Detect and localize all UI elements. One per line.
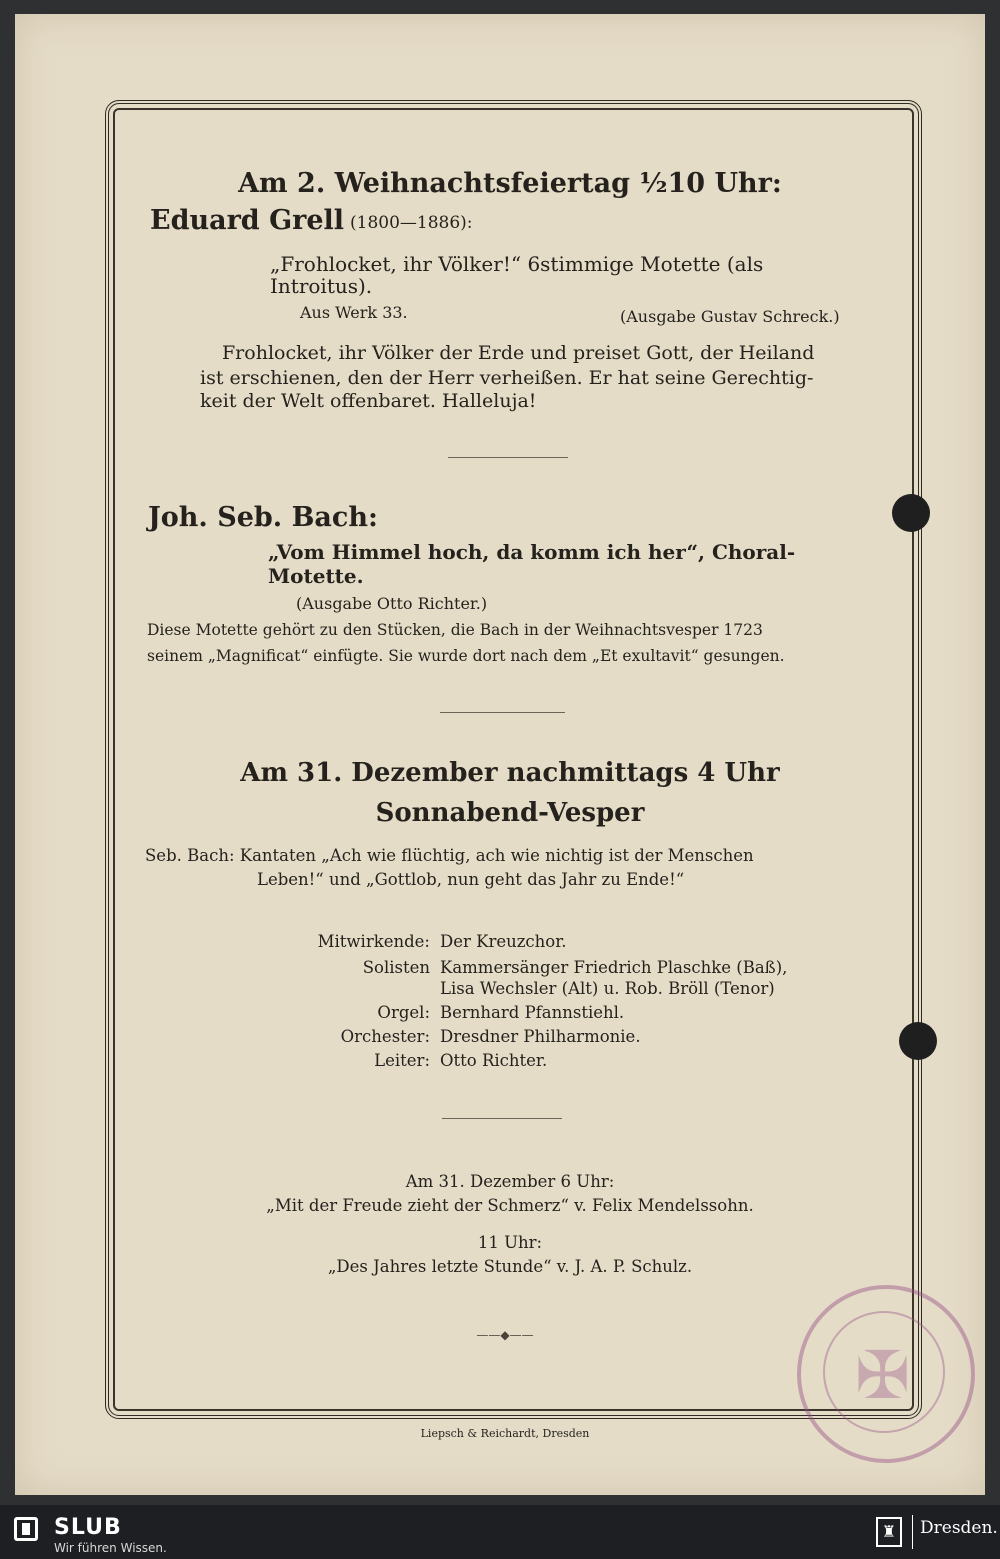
- section3-program-line: Seb. Bach: Kantaten „Ach wie flüchtig, ach wie nichtig ist der Menschen: [145, 846, 754, 865]
- slub-brand[interactable]: SLUB: [54, 1515, 122, 1540]
- section2-note-line: Diese Motette gehört zu den Stücken, die Bach in der Weihnachtsvesper 1723: [147, 621, 763, 639]
- evening-piece: „Mit der Freude zieht der Schmerz“ v. Felix Mendelssohn.: [266, 1196, 754, 1215]
- section1-composer-dates: (1800—1886):: [350, 213, 473, 233]
- section1-heading: Am 2. Weihnachtsfeiertag ½10 Uhr:: [238, 168, 782, 199]
- closing-ornament: ——◆——: [476, 1328, 534, 1342]
- viewer-footer-bar: [0, 1505, 1000, 1559]
- section2-note-line: seinem „Magnificat“ einfügte. Sie wurde dort nach dem „Et exultavit“ gesungen.: [147, 647, 785, 665]
- section3-heading: Am 31. Dezember nachmittags 4 Uhr: [240, 758, 780, 788]
- dresden-crest-icon[interactable]: ♜: [876, 1517, 902, 1547]
- performer-role: Solisten: [362, 958, 430, 977]
- section2-edition: (Ausgabe Otto Richter.): [296, 594, 488, 613]
- section3-subheading: Sonnabend-Vesper: [375, 798, 645, 828]
- section1-work-line: „Frohlocket, ihr Völker!“ 6stimmige Motette (als: [270, 252, 764, 276]
- slub-tagline: Wir führen Wissen.: [54, 1541, 167, 1555]
- evening-time: 11 Uhr:: [477, 1233, 543, 1252]
- performer-name: Lisa Wechsler (Alt) u. Rob. Bröll (Tenor): [440, 979, 775, 998]
- slub-logo-icon[interactable]: [14, 1517, 38, 1541]
- evening-piece: „Des Jahres letzte Stunde“ v. J. A. P. Schulz.: [327, 1257, 693, 1276]
- punch-hole: [899, 1022, 937, 1060]
- footer-divider: [912, 1515, 913, 1549]
- performer-role: Orchester:: [340, 1027, 430, 1046]
- section1-edition: (Ausgabe Gustav Schreck.): [620, 307, 840, 326]
- section2-work-line: „Vom Himmel hoch, da komm ich her“, Choral-: [268, 540, 796, 564]
- performer-role: Mitwirkende:: [317, 932, 430, 951]
- library-stamp: ✠: [797, 1285, 975, 1463]
- dresden-brand[interactable]: Dresden.: [920, 1518, 998, 1538]
- section1-opus: Aus Werk 33.: [300, 303, 408, 322]
- punch-hole: [892, 494, 930, 532]
- performer-name: Der Kreuzchor.: [440, 932, 567, 951]
- performer-name: Bernhard Pfannstiehl.: [440, 1003, 625, 1022]
- section1-text-line: Frohlocket, ihr Völker der Erde und preiset Gott, der Heiland: [222, 342, 815, 364]
- section-divider: [448, 457, 568, 458]
- section1-composer: Eduard Grell: [150, 205, 345, 236]
- performer-name: Dresdner Philharmonie.: [440, 1027, 641, 1046]
- performer-name: Otto Richter.: [440, 1051, 548, 1070]
- printer-credit: Liepsch & Reichardt, Dresden: [420, 1427, 590, 1440]
- section1-work-line: Introitus).: [270, 274, 373, 298]
- section2-composer: Joh. Seb. Bach:: [148, 502, 378, 533]
- section1-text-line: keit der Welt offenbaret. Halleluja!: [200, 390, 537, 412]
- performer-role: Orgel:: [377, 1003, 430, 1022]
- section3-program-line: Leben!“ und „Gottlob, nun geht das Jahr zu Ende!“: [257, 870, 685, 889]
- section2-work-line: Motette.: [268, 564, 364, 588]
- performer-name: Kammersänger Friedrich Plaschke (Baß),: [440, 958, 788, 977]
- performer-role: Leiter:: [374, 1051, 430, 1070]
- evening-time: Am 31. Dezember 6 Uhr:: [405, 1172, 615, 1191]
- section-divider: [442, 1118, 562, 1119]
- section-divider: [440, 712, 565, 713]
- section1-text-line: ist erschienen, den der Herr verheißen. Er hat seine Gerechtig-: [200, 367, 814, 389]
